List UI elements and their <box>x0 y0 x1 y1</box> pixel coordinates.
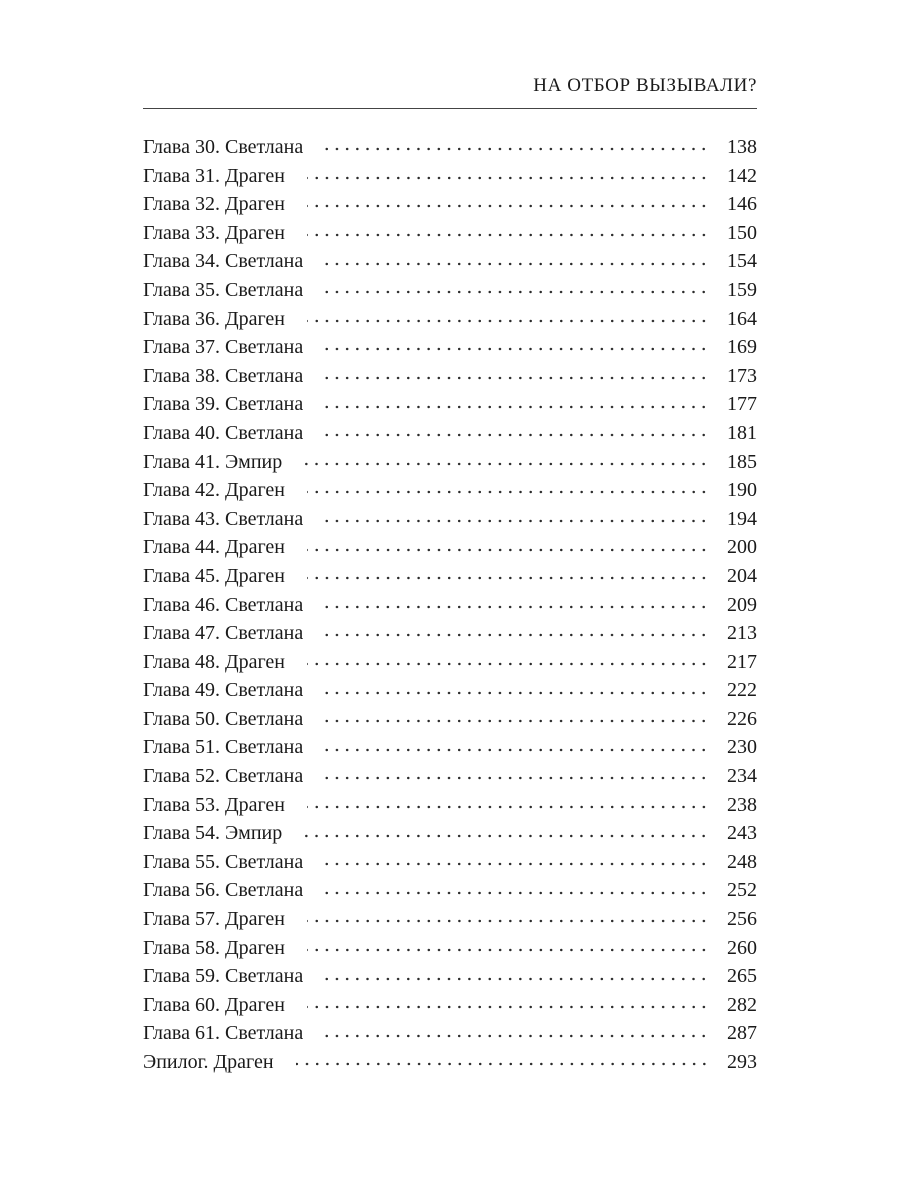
toc-entry <box>143 876 757 905</box>
dot-leader <box>325 430 709 440</box>
toc-entry <box>143 162 757 191</box>
toc-entry-title: Глава 60. Драген <box>143 993 286 1016</box>
toc-entry <box>143 819 757 848</box>
dot-leader <box>307 487 709 497</box>
dot-leader <box>307 545 709 555</box>
toc-entry <box>143 333 757 362</box>
toc-entry-title: Глава 52. Светлана <box>143 765 304 788</box>
running-head-title: НА ОТБОР ВЫЗЫВАЛИ? <box>533 75 757 96</box>
toc-entry <box>143 1048 757 1077</box>
toc-entry-title: Глава 59. Светлана <box>143 965 304 988</box>
toc-entry <box>143 619 757 648</box>
toc-entry <box>143 962 757 991</box>
dot-leader <box>325 716 709 726</box>
dot-leader <box>325 144 709 154</box>
toc-entry-title: Эпилог. Драген <box>143 1051 274 1073</box>
toc-entry-title: Глава 44. Драген <box>143 536 286 559</box>
toc-entry-page-number: 238 <box>727 793 757 816</box>
toc-entry-title: Глава 34. Светлана <box>143 250 304 273</box>
dot-leader <box>325 974 709 984</box>
toc-entry <box>143 676 757 705</box>
dot-leader <box>307 173 709 183</box>
dot-leader <box>325 402 709 412</box>
dot-leader <box>325 287 709 297</box>
toc-entry-page-number: 222 <box>727 679 757 702</box>
toc-entry-page-number: 173 <box>727 364 757 387</box>
toc-entry-page-number: 200 <box>727 536 757 559</box>
toc-entry-page-number: 226 <box>727 707 757 730</box>
toc-entry-page-number: 190 <box>727 479 757 502</box>
toc-entry-page-number: 252 <box>727 879 757 902</box>
toc-entry-page-number: 287 <box>727 1022 757 1045</box>
toc-entry-page-number: 138 <box>727 136 757 158</box>
toc-entry <box>143 905 757 934</box>
toc-entry <box>143 219 757 248</box>
toc-entry-title: Глава 54. Эмпир <box>143 822 283 845</box>
dot-leader <box>325 688 709 698</box>
dot-leader <box>307 916 709 926</box>
toc-entry-title: Глава 57. Драген <box>143 908 286 931</box>
table-of-contents <box>143 133 757 1077</box>
toc-entry-title: Глава 40. Светлана <box>143 421 304 444</box>
toc-entry-page-number: 234 <box>727 765 757 788</box>
dot-leader <box>307 802 709 812</box>
dot-leader <box>307 230 709 240</box>
toc-entry-page-number: 209 <box>727 593 757 616</box>
dot-leader <box>307 573 709 583</box>
toc-entry-page-number: 194 <box>727 507 757 530</box>
dot-leader <box>307 201 709 211</box>
toc-entry <box>143 419 757 448</box>
toc-entry <box>143 848 757 877</box>
dot-leader <box>307 945 709 955</box>
header-divider <box>143 108 757 109</box>
toc-entry <box>143 934 757 963</box>
toc-entry-page-number: 185 <box>727 450 757 473</box>
toc-entry-title: Глава 61. Светлана <box>143 1022 304 1045</box>
toc-entry-page-number: 164 <box>727 307 757 330</box>
toc-entry-title: Глава 48. Драген <box>143 650 286 673</box>
toc-entry-title: Глава 45. Драген <box>143 564 286 587</box>
toc-entry <box>143 276 757 305</box>
toc-entry <box>143 133 757 162</box>
toc-entry-title: Глава 36. Драген <box>143 307 286 330</box>
dot-leader <box>325 859 709 869</box>
dot-leader <box>325 1031 709 1041</box>
dot-leader <box>304 831 709 841</box>
toc-entry-title: Глава 32. Драген <box>143 193 286 216</box>
toc-entry <box>143 591 757 620</box>
toc-entry-title: Глава 38. Светлана <box>143 364 304 387</box>
toc-entry-title: Глава 41. Эмпир <box>143 450 283 473</box>
dot-leader <box>325 630 709 640</box>
toc-entry <box>143 533 757 562</box>
toc-entry-title: Глава 35. Светлана <box>143 278 304 301</box>
toc-entry-title: Глава 50. Светлана <box>143 707 304 730</box>
toc-entry-page-number: 217 <box>727 650 757 673</box>
toc-entry-page-number: 159 <box>727 278 757 301</box>
toc-entry-page-number: 243 <box>727 822 757 845</box>
toc-entry-page-number: 293 <box>727 1051 757 1073</box>
dot-leader <box>325 373 709 383</box>
toc-entry-title: Глава 39. Светлана <box>143 393 304 416</box>
dot-leader <box>296 1059 709 1069</box>
toc-entry <box>143 362 757 391</box>
toc-entry <box>143 448 757 477</box>
dot-leader <box>325 602 709 612</box>
dot-leader <box>325 773 709 783</box>
toc-entry-title: Глава 53. Драген <box>143 793 286 816</box>
dot-leader <box>325 745 709 755</box>
toc-entry-title: Глава 55. Светлана <box>143 850 304 873</box>
toc-entry-page-number: 265 <box>727 965 757 988</box>
dot-leader <box>304 459 709 469</box>
toc-entry-page-number: 177 <box>727 393 757 416</box>
toc-entry-page-number: 154 <box>727 250 757 273</box>
toc-entry <box>143 390 757 419</box>
toc-entry-title: Глава 46. Светлана <box>143 593 304 616</box>
toc-entry-page-number: 150 <box>727 221 757 244</box>
toc-entry-page-number: 204 <box>727 564 757 587</box>
toc-entry-page-number: 142 <box>727 164 757 187</box>
dot-leader <box>325 516 709 526</box>
toc-entry <box>143 762 757 791</box>
toc-entry-page-number: 213 <box>727 622 757 645</box>
dot-leader <box>325 259 709 269</box>
toc-entry-title: Глава 49. Светлана <box>143 679 304 702</box>
dot-leader <box>307 316 709 326</box>
dot-leader <box>325 888 709 898</box>
toc-entry <box>143 476 757 505</box>
toc-entry-page-number: 230 <box>727 736 757 759</box>
toc-entry <box>143 733 757 762</box>
toc-entry-title: Глава 33. Драген <box>143 221 286 244</box>
toc-entry-title: Глава 51. Светлана <box>143 736 304 759</box>
toc-entry-title: Глава 56. Светлана <box>143 879 304 902</box>
toc-entry-title: Глава 58. Драген <box>143 936 286 959</box>
toc-entry <box>143 991 757 1020</box>
toc-entry-page-number: 282 <box>727 993 757 1016</box>
toc-entry-title: Глава 42. Драген <box>143 479 286 502</box>
toc-entry <box>143 1019 757 1048</box>
toc-entry <box>143 247 757 276</box>
toc-entry-page-number: 169 <box>727 336 757 359</box>
toc-entry-title: Глава 43. Светлана <box>143 507 304 530</box>
toc-entry <box>143 648 757 677</box>
toc-entry <box>143 505 757 534</box>
toc-entry-title: Глава 47. Светлана <box>143 622 304 645</box>
dot-leader <box>307 1002 709 1012</box>
toc-entry-title: Глава 30. Светлана <box>143 136 304 158</box>
toc-entry-page-number: 181 <box>727 421 757 444</box>
dot-leader <box>325 344 709 354</box>
toc-entry-title: Глава 31. Драген <box>143 164 286 187</box>
toc-entry-page-number: 248 <box>727 850 757 873</box>
toc-entry <box>143 562 757 591</box>
toc-entry <box>143 305 757 334</box>
toc-entry <box>143 705 757 734</box>
toc-entry-page-number: 146 <box>727 193 757 216</box>
toc-entry-page-number: 260 <box>727 936 757 959</box>
toc-entry <box>143 791 757 820</box>
dot-leader <box>307 659 709 669</box>
toc-entry <box>143 190 757 219</box>
toc-entry-page-number: 256 <box>727 908 757 931</box>
toc-entry-title: Глава 37. Светлана <box>143 336 304 359</box>
